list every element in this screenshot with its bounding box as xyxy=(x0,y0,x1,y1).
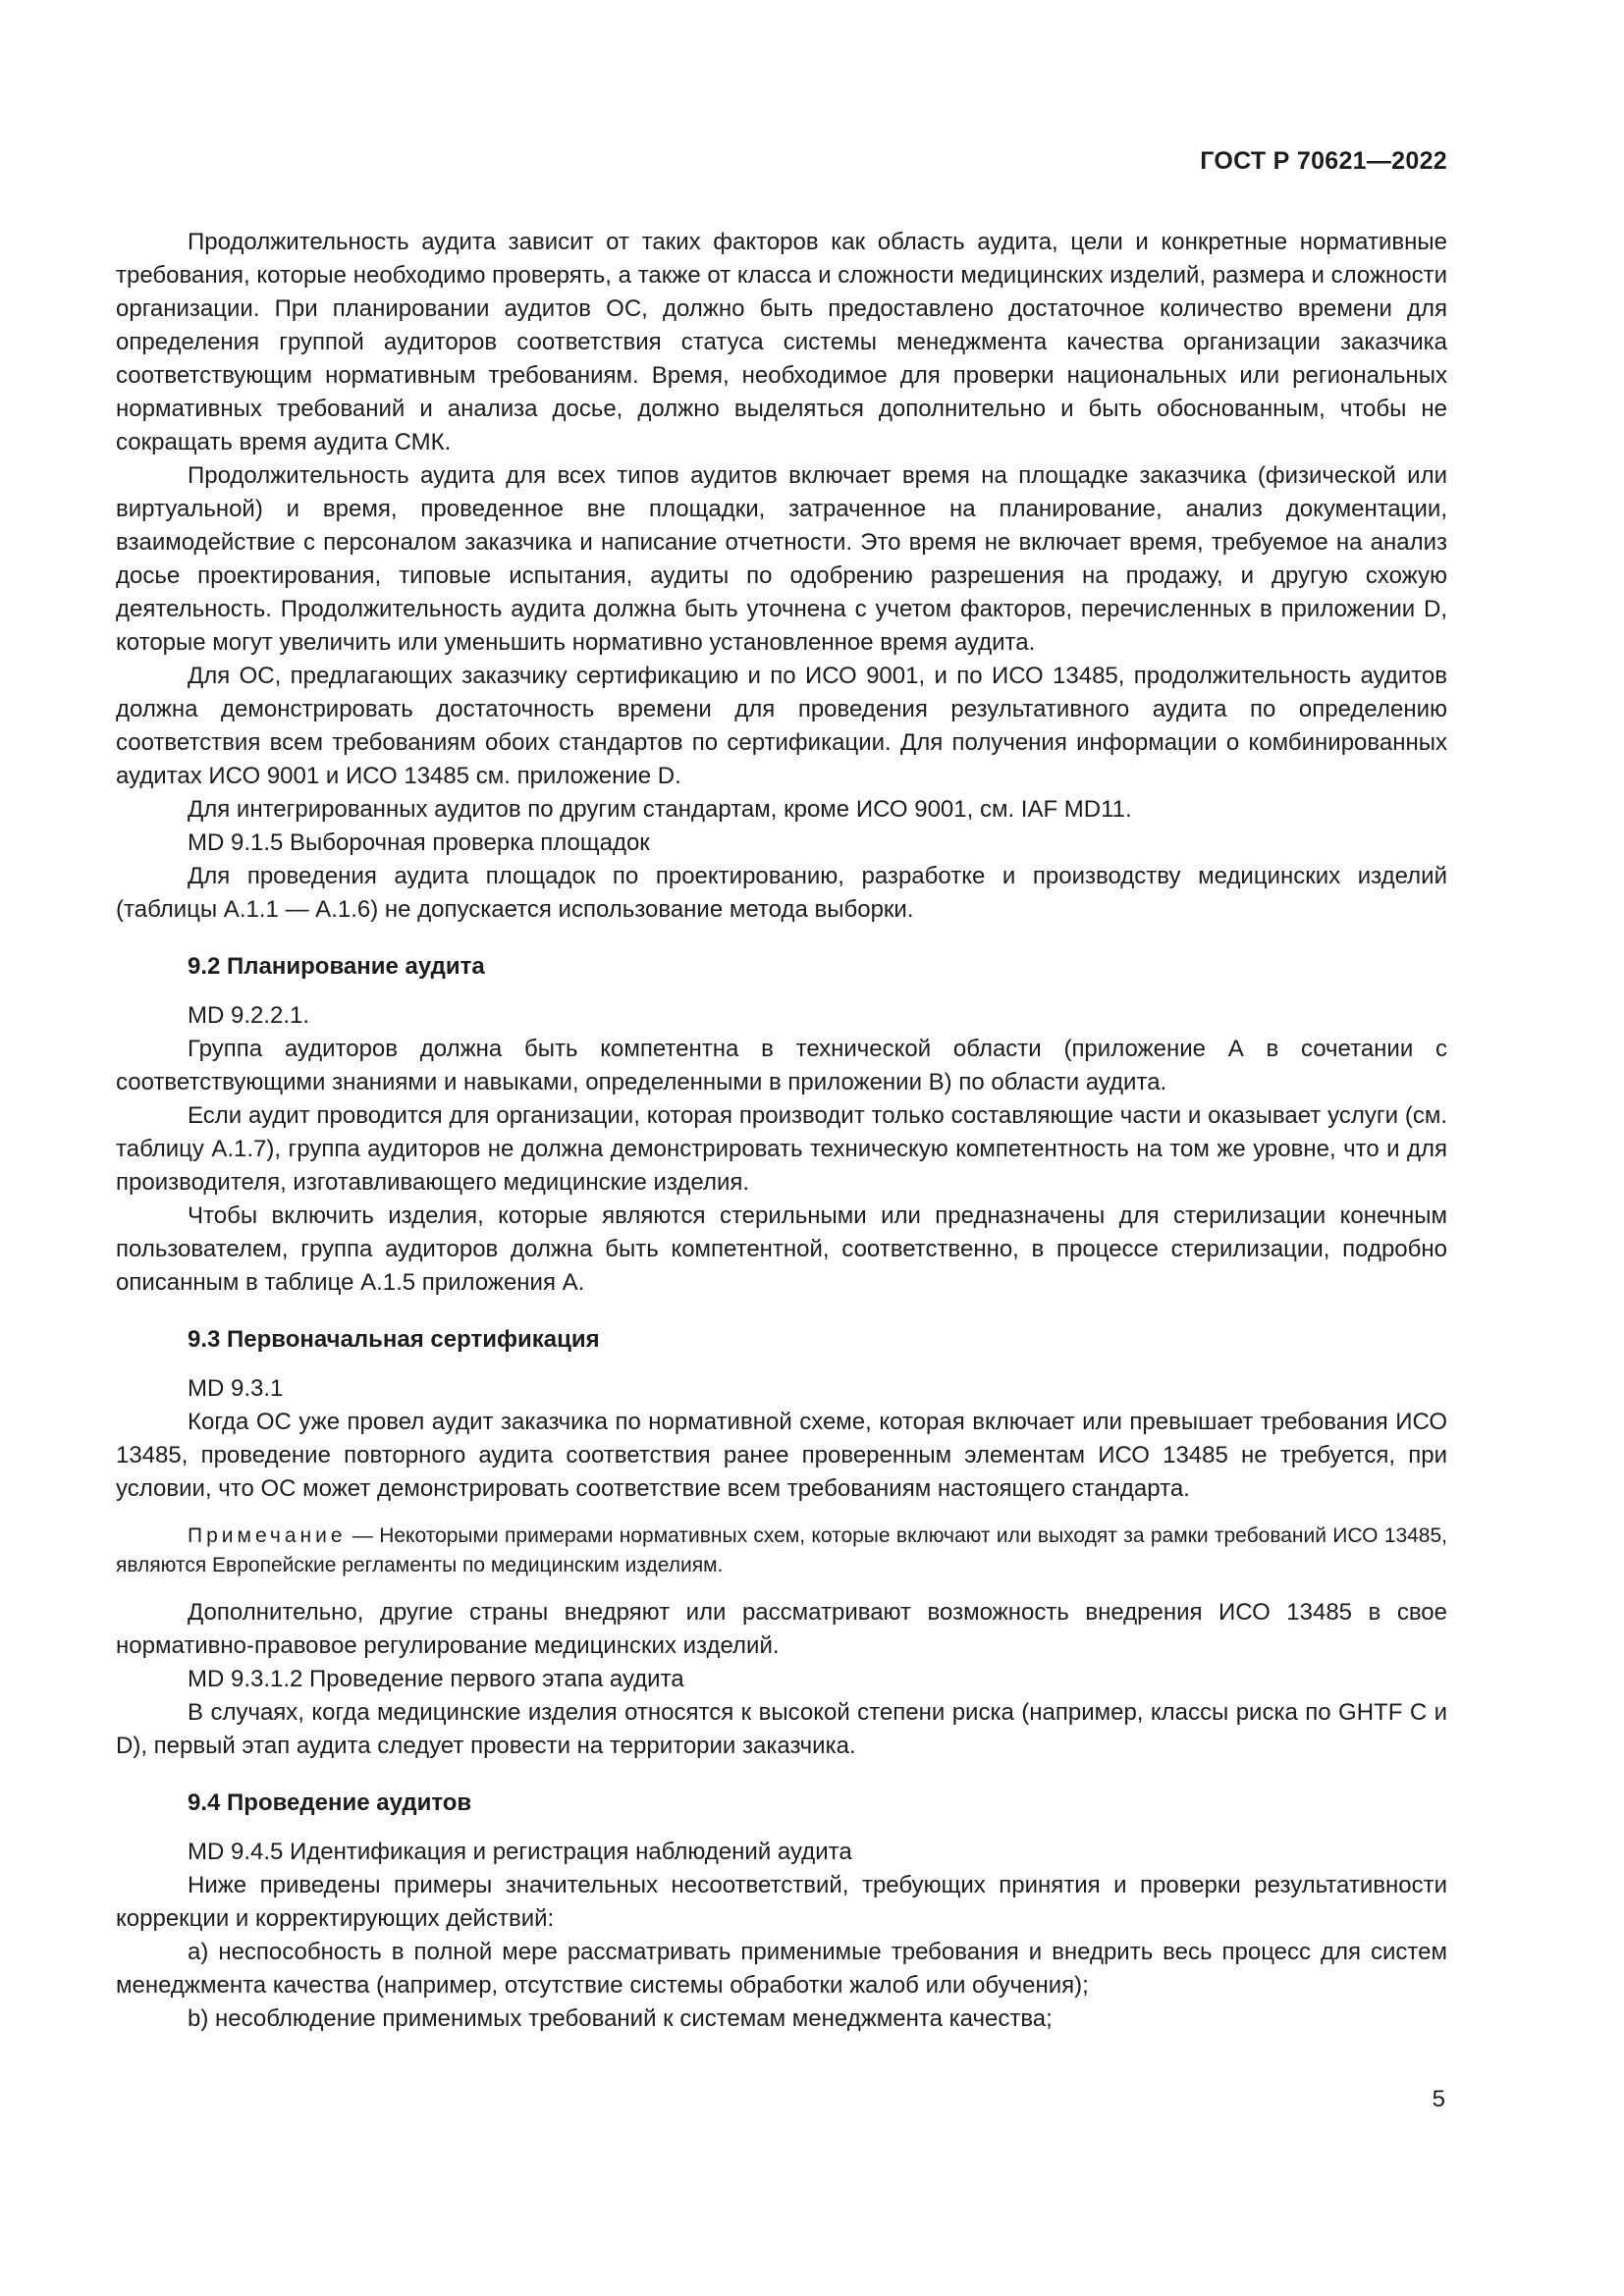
section-heading-9-2: 9.2 Планирование аудита xyxy=(188,953,485,980)
subclause-title: MD 9.3.1 xyxy=(188,1375,284,1402)
subclause-title: MD 9.1.5 Выборочная проверка площадок xyxy=(188,829,650,856)
subclause-title: MD 9.3.1.2 Проведение первого этапа аудита xyxy=(188,1666,684,1692)
paragraph: В случаях, когда медицинские изделия относятся к высокой степени риска (например, классы риска по GHTF С и D), первый этап аудита следует провести на территории заказчика. xyxy=(116,1699,1447,1759)
paragraph: Чтобы включить изделия, которые являются стерильными или предназначены для стерилизации конечным пользователем, группа аудиторов должна быть компетентной, соответственно, в процессе стерилизации, подробно описанным в таблице А.1.5 приложения А. xyxy=(116,1202,1447,1296)
list-item: a) неспособность в полной мере рассматривать применимые требования и внедрить весь процесс для систем менеджмента качества (например, отсутствие системы обработки жалоб или обучения); xyxy=(116,1939,1447,1999)
paragraph: Для интегрированных аудитов по другим стандартам, кроме ИСО 9001, см. IAF MD11. xyxy=(188,796,1132,823)
page-number: 5 xyxy=(1432,2086,1445,2112)
paragraph: Для ОС, предлагающих заказчику сертификацию и по ИСО 9001, и по ИСО 13485, продолжительность аудитов должна демонстрировать достаточность времени для проведения результативного аудита по определению соответствия всем требованиям обоих стандартов по сертификации. Для получения информации о комбинированных аудитах ИСО 9001 и ИСО 13485 см. приложение D. xyxy=(116,663,1447,789)
document-id: ГОСТ Р 70621—2022 xyxy=(1200,147,1447,175)
paragraph: Продолжительность аудита для всех типов аудитов включает время на площадке заказчика (физической или виртуальной) и время, проведенное вне площадки, затраченное на планирование, анализ документации, взаимодействие с персоналом заказчика и написание отчетности. Это время не включает время, требуемое на анализ досье проектирования, типовые испытания, аудиты по одобрению разрешения на продажу, и другую схожую деятельность. Продолжительность аудита должна быть уточнена с учетом факторов, перечисленных в приложении D, которые могут увеличить или уменьшить нормативно установленное время аудита. xyxy=(116,462,1447,656)
paragraph: Если аудит проводится для организации, которая производит только составляющие части и оказывает услуги (см. таблицу А.1.7), группа аудиторов не должна демонстрировать техническую компетентность на том же уровне, что и для производителя, изготавливающего медицинские изделия. xyxy=(116,1102,1447,1196)
paragraph: Для проведения аудита площадок по проектированию, разработке и производству медицинских изделий (таблицы А.1.1 — А.1.6) не допускается использование метода выборки. xyxy=(116,863,1447,923)
note-label: Примечание xyxy=(188,1524,347,1547)
paragraph: Когда ОС уже провел аудит заказчика по нормативной схеме, которая включает или превышает требования ИСО 13485, проведение повторного аудита соответствия ранее проверенным элементам ИСО 13485 не требуется, при условии, что ОС может демонстрировать соответствие всем требованиям настоящего стандарта. xyxy=(116,1409,1447,1502)
document-body xyxy=(116,226,1447,2036)
subclause-title: MD 9.4.5 Идентификация и регистрация наблюдений аудита xyxy=(188,1839,852,1865)
section-heading-9-3: 9.3 Первоначальная сертификация xyxy=(188,1326,600,1353)
paragraph: Группа аудиторов должна быть компетентна в технической области (приложение А в сочетании с соответствующими знаниями и навыками, определенными в приложении В) по области аудита. xyxy=(116,1036,1447,1095)
list-item: b) несоблюдение применимых требований к системам менеджмента качества; xyxy=(188,2005,1053,2032)
section-heading-9-4: 9.4 Проведение аудитов xyxy=(188,1789,472,1816)
paragraph: Ниже приведены примеры значительных несоответствий, требующих принятия и проверки результативности коррекции и корректирующих действий: xyxy=(116,1872,1447,1932)
paragraph: Продолжительность аудита зависит от таких факторов как область аудита, цели и конкретные нормативные требования, которые необходимо проверять, а также от класса и сложности медицинских изделий, размера и сложности организации. При планировании аудитов ОС, должно быть предоставлено достаточное количество времени для определения группой аудиторов соответствия статуса системы менеджмента качества организации заказчика соответствующим нормативным требованиям. Время, необходимое для проверки национальных или региональных нормативных требований и анализа досье, должно выделяться дополнительно и быть обоснованным, чтобы не сокращать время аудита СМК. xyxy=(116,229,1447,455)
note xyxy=(116,1522,1447,1580)
paragraph: Дополнительно, другие страны внедряют или рассматривают возможность внедрения ИСО 13485 в свое нормативно-правовое регулирование медицинских изделий. xyxy=(116,1599,1447,1659)
note-text: — Некоторыми примерами нормативных схем, которые включают или выходят за рамки требований ИСО 13485, являются Европейские регламенты по медицинским изделиям. xyxy=(116,1524,1447,1576)
subclause-title: MD 9.2.2.1. xyxy=(188,1002,310,1029)
